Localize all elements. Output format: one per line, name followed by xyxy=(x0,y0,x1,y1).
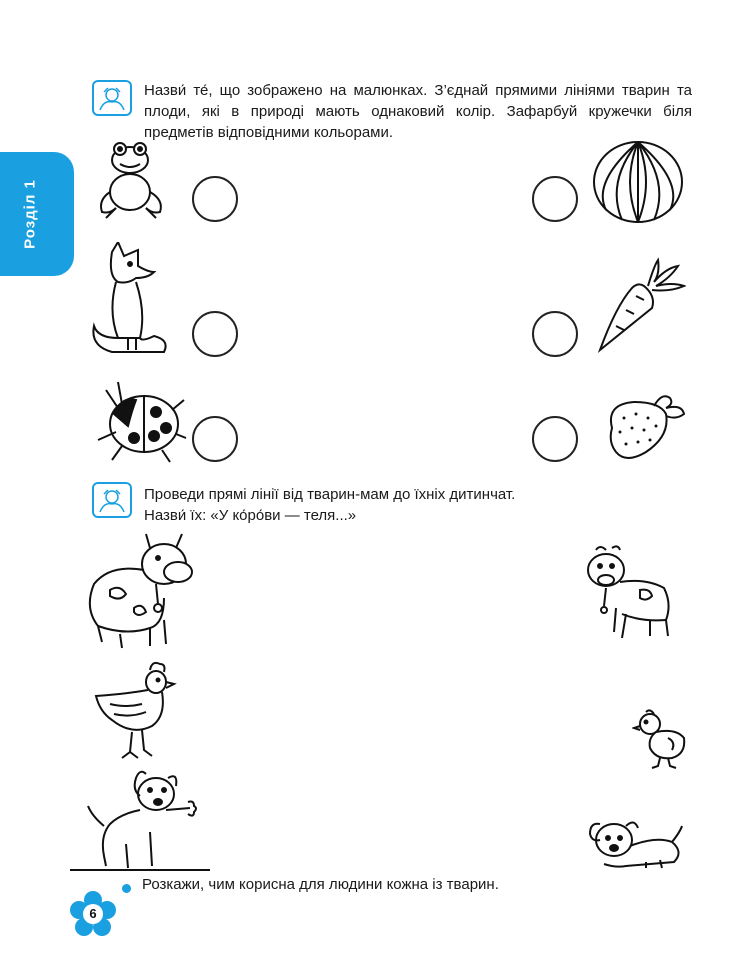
color-circle-watermelon[interactable] xyxy=(532,176,578,222)
task-matching-icon xyxy=(92,482,132,518)
color-circle-carrot[interactable] xyxy=(532,311,578,357)
task2-line1: Проведи прямі лінії від тварин-мам до їхніх дитинчат. xyxy=(144,486,516,503)
task2-line2: Назви́ їх: «У ко́ро́ви — теля...» xyxy=(144,507,357,524)
color-circle-ladybug[interactable] xyxy=(192,416,238,462)
color-circle-strawberry[interactable] xyxy=(532,416,578,462)
fox-picture xyxy=(88,242,172,360)
discussion-prompt: Розкажи, чим корисна для людини кожна із тварин. xyxy=(142,876,499,893)
task1-instructions: Назви́ те́, що зображено на малюнках. З’єднай прямими лініями тварин та плоди, які в природі мають однаковий колір. Зафарбуй кружечки біля предметів відповідними кольорами. xyxy=(144,82,692,141)
strawberry-picture xyxy=(604,392,686,464)
color-circle-frog[interactable] xyxy=(192,176,238,222)
puppy-picture xyxy=(586,812,684,872)
bullet-dot xyxy=(122,884,131,893)
dog-picture xyxy=(70,770,212,874)
chick-picture xyxy=(632,708,688,770)
carrot-picture xyxy=(596,256,686,354)
section-tab-label: Розділ 1 xyxy=(21,179,39,249)
calf-picture xyxy=(580,544,676,642)
watermelon-picture xyxy=(592,138,684,224)
cow-picture xyxy=(80,528,200,650)
hen-picture xyxy=(86,660,186,764)
page-number: 6 xyxy=(89,906,97,921)
color-circle-fox[interactable] xyxy=(192,311,238,357)
frog-picture xyxy=(92,140,172,222)
task2-instructions xyxy=(144,484,692,526)
ladybug-picture xyxy=(92,376,188,464)
task-matching-icon xyxy=(92,80,132,116)
